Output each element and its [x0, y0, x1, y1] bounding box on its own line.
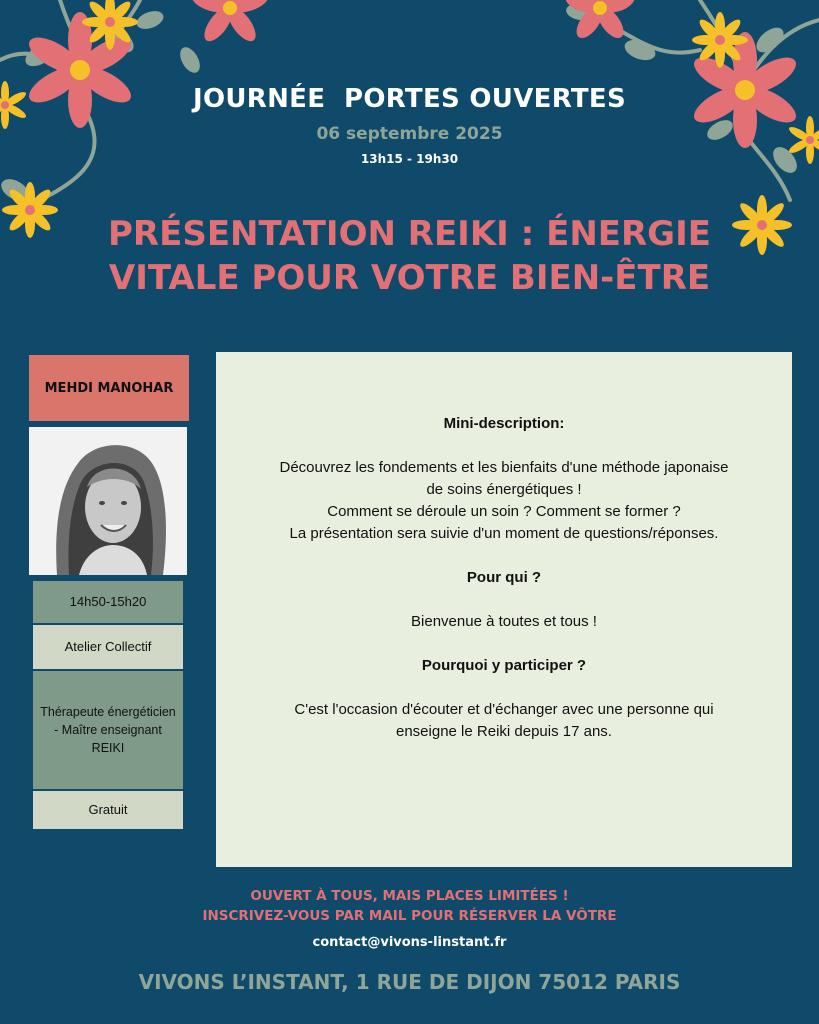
audience-heading: Pour qui ? — [466, 569, 542, 586]
audience-text: Bienvenue à toutes et tous ! — [411, 613, 597, 630]
call-to-action — [0, 886, 819, 926]
speaker-photo — [29, 427, 187, 575]
description-text-line: Comment se déroule un soin ? Comment se former ? — [327, 503, 681, 520]
description-text-line: Découvrez les fondements et les bienfaits d'une méthode japonaise — [279, 459, 729, 476]
description-panel — [216, 352, 792, 867]
presentation-title-line2: VITALE POUR VOTRE BIEN-ÊTRE — [108, 258, 711, 298]
session-format: Atelier Collectif — [33, 625, 183, 669]
why-text-line: enseigne le Reiki depuis 17 ans. — [396, 723, 612, 740]
event-hours: 13h15 - 19h30 — [360, 152, 459, 166]
speaker-portrait-icon — [29, 427, 187, 575]
description-heading: Mini-description: — [443, 415, 565, 432]
contact-email[interactable]: contact@vivons-linstant.fr — [312, 935, 507, 950]
cta-line2: INSCRIVEZ-VOUS PAR MAIL POUR RÉSERVER LA VÔTRE — [202, 908, 617, 924]
speaker-role: Thérapeute énergéticien - Maître enseignant REIKI — [33, 671, 183, 789]
description-text-line: de soins énergétiques ! — [426, 481, 582, 498]
why-text-line: C'est l'occasion d'écouter et d'échanger avec une personne qui — [294, 701, 714, 718]
speaker-name: MEHDI MANOHAR — [29, 355, 189, 421]
price-label: Gratuit — [33, 791, 183, 829]
venue-address: VIVONS L’INSTANT, 1 RUE DE DIJON 75012 PARIS — [138, 970, 681, 994]
presentation-title-line1: PRÉSENTATION REIKI : ÉNERGIE — [108, 214, 711, 254]
presentation-title — [0, 212, 819, 300]
event-date: 06 septembre 2025 — [316, 124, 503, 144]
time-slot: 14h50-15h20 — [33, 581, 183, 623]
event-title: JOURNÉE PORTES OUVERTES — [193, 84, 626, 114]
why-heading: Pourquoi y participer ? — [421, 657, 587, 674]
description-text-line: La présentation sera suivie d'un moment de questions/réponses. — [289, 525, 719, 542]
cta-line1: OUVERT À TOUS, MAIS PLACES LIMITÉES ! — [250, 888, 569, 904]
